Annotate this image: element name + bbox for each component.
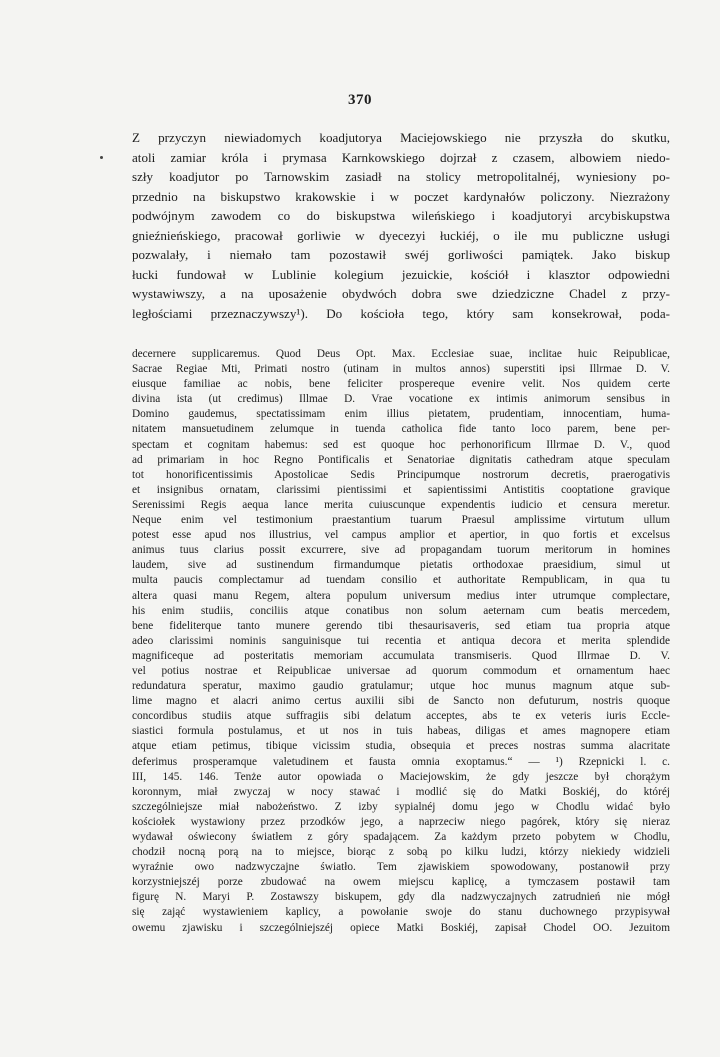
footnote-line: korzystniejszéj porze zbudować na owem miejscu kaplicę, a tymczasem postawił tam: [132, 876, 670, 889]
footnote-line: animus tuus clarius possit excurrere, sive ad propagandam tuorum meritorum in homines: [132, 544, 670, 557]
footnote-line: wyraźnie owo nadzwyczajne światło. Tem zjawiskiem spowodowany, postanowił przy: [132, 861, 670, 874]
footnote-line: owemu zjawisku i szczególniejszéj opiece Matki Boskiéj, zapisał Chodel OO. Jezuitom: [132, 921, 670, 934]
main-text-line: łucki fundował w Lublinie kolegium jezuickie, kościół i klasztor odpowiedni: [132, 266, 670, 282]
main-text-line: pozwalały, i niemało tam pozostawił swéj gorliwości pamiątek. Jako biskup: [132, 247, 670, 262]
footnote-line: figurę N. Maryi P. Zostawszy biskupem, gdy dla nadzwyczajnych zatrudnień nie mógł: [132, 891, 670, 904]
footnote-line: potest esse apud nos illustrius, vel campus amplior et apertior, in quo fortis et excelsus: [132, 529, 670, 542]
footnote-line: wydawał oświecony światłem z góry spadającem. Za każdym przeto pobytem w Chodlu,: [132, 831, 670, 843]
footnote-line: tot honorificentissimis Apostolicae Sedis Principumque nostrorum decretis, praerogativis: [132, 468, 670, 481]
footnote-line: his enim studiis, conciliis atque conatibus non solum aeternam cum beatis mercedem,: [132, 604, 670, 617]
footnote-line: koronnym, miał zwyczaj w nocy stawać i modlić się do Matki Boskiéj, do któréj: [132, 785, 670, 798]
footnote-line: chodził nocną porą na to miejsce, biorąc z sobą po kilku ludzi, którzy niekiedy widzieli: [132, 846, 670, 859]
page-number: 370: [348, 92, 372, 108]
footnote-line: laudem, sive ad sustinendum firmandumque pietatis orthodoxae praesidium, simul ut: [132, 559, 670, 572]
footnote-line: redundatura speratur, maximo gaudio gratulamur; utque hoc munus magnum atque sub-: [132, 680, 670, 693]
footnote-line: deferimus prosperamque valetudinem et fausta omnia exoptamus.“ — ¹) Rzepnicki l. c.: [132, 755, 670, 768]
footnote-line: concordibus studiis atque suffragiis sibi delatum acceptes, abs te ex veteris iuris Eccle-: [132, 710, 670, 723]
footnote-line: Neque enim vel testimonium praestantium tuarum Praesul amplissime virtutum ullum: [132, 514, 670, 527]
footnote-line: atque etiam petimus, tibique vicissim studia, obsequia et preces nostras summa alacritate: [132, 740, 670, 753]
footnote-line: lime magno et alacri animo certus auxilii sibi de Sancto non defuturum, nostris quoque: [132, 695, 670, 708]
footnote-line: et insignibus ornatam, clarissimi pientissimi et sapientissimi Antistitis cooptatione gravique: [132, 483, 670, 496]
footnote-line: Sacrae Regiae Mti, Primati nostro (utinam in multos annos) superstiti ipsi Illrmae D. V.: [132, 363, 670, 376]
footnote-line: siastici formula postulamus, et ut nos in tuis habeas, diligas et ames magnopere etiam: [132, 725, 670, 738]
footnote-line: multa paucis complectamur ad tuendam consilio et authoritate Rempublicam, in qua tu: [132, 574, 670, 587]
footnote-line: decernere supplicaremus. Quod Deus Opt. Max. Ecclesiae suae, inclitae huic Reipublicae,: [132, 348, 670, 360]
footnote-line: altera quasi manu Regem, altera populum universum medius inter utrumque complectare,: [132, 589, 670, 602]
footnote-line: kościołek wystawiony przez przodków jego, a naprzeciw niego pagórek, który się nieraz: [132, 815, 670, 828]
main-text-line: przednio na biskupstwo krakowskie i w poczet kardynałów policzony. Niezrażony: [132, 188, 670, 204]
margin-mark: [100, 156, 103, 159]
footnote-line: Serenissimi Regis aequa lance merita cuiuscunque expendentis iudicio et censura meretur.: [132, 498, 670, 511]
main-text-line: ległościami przeznaczywszy¹). Do kościoła tego, który sam konsekrował, poda-: [132, 305, 670, 321]
footnote-line: się zająć wystawieniem kaplicy, a powołanie swoje do stanu duchownego przypisywał: [132, 906, 670, 919]
main-text-line: wystawiwszy, a na uposażenie obydwóch dobra swe dziedziczne Chadel z przy-: [132, 286, 670, 301]
main-text-line: Z przyczyn niewiadomych koadjutorya Maciejowskiego nie przyszła do skutku,: [132, 130, 670, 145]
main-text-block: [132, 128, 670, 323]
footnote-line: magnificeque ad posteritatis memoriam accumulata transmiseris. Quod Illrmae D. V.: [132, 649, 670, 662]
footnote-line: adeo clarissimi nominis sanguinisque tui recentia et antiqua decora et merita splendide: [132, 634, 670, 647]
footnote-line: bene fideliterque tanto munere gerendo tibi thesaurisaveris, sed etiam tua propria atque: [132, 619, 670, 632]
main-text-line: szły koadjutor po Tarnowskim zasiadł na stolicy metropolitalnéj, wyniesiony po-: [132, 169, 670, 184]
footnote-line: szczególniejsze miał nabożeństwo. Z izby sypialnéj domu jego w Chodlu widać było: [132, 800, 670, 813]
main-text-line: atoli zamiar króla i prymasa Karnkowskiego dojrzał z czasem, albowiem niedo-: [132, 149, 670, 165]
footnote-line: spectam et cognitam habemus: sed est quoque hoc perhonorificum Illrmae D. V., quod: [132, 438, 670, 451]
main-text-line: gnieźnieńskiego, pracował gorliwie w dyecezyi łuckiéj, o ile mu publiczne usługi: [132, 227, 670, 243]
footnote-block: [132, 347, 670, 936]
footnote-line: divina ista (ut credimus) Illmae D. Vrae vocatione ex intimis animorum sensibus in: [132, 393, 670, 406]
main-text-line: podwójnym zawodem co do biskupstwa wileńskiego i koadjutoryi arcybiskupstwa: [132, 208, 670, 223]
footnote-line: eiusque familiae ac nobis, bene feliciter prospereque evenire velit. Nos quidem certe: [132, 378, 670, 391]
footnote-line: Domino gaudemus, spectatissimam enim illius pietatem, prudentiam, innocentiam, huma-: [132, 408, 670, 421]
footnote-line: ad primariam in hoc Regno Pontificalis et Senatoriae dignitatis cathedram atque speculam: [132, 453, 670, 466]
footnote-line: vel potius nostrae et Reipublicae universae ad quorum commodum et ornamentum haec: [132, 664, 670, 677]
footnote-line: nitatem mansuetudinem zelumque in tuenda catholica fide tanto loco parem, bene per-: [132, 423, 670, 436]
footnote-line: III, 145. 146. Tenże autor opowiada o Maciejowskim, że gdy jeszcze był chorążym: [132, 770, 670, 783]
